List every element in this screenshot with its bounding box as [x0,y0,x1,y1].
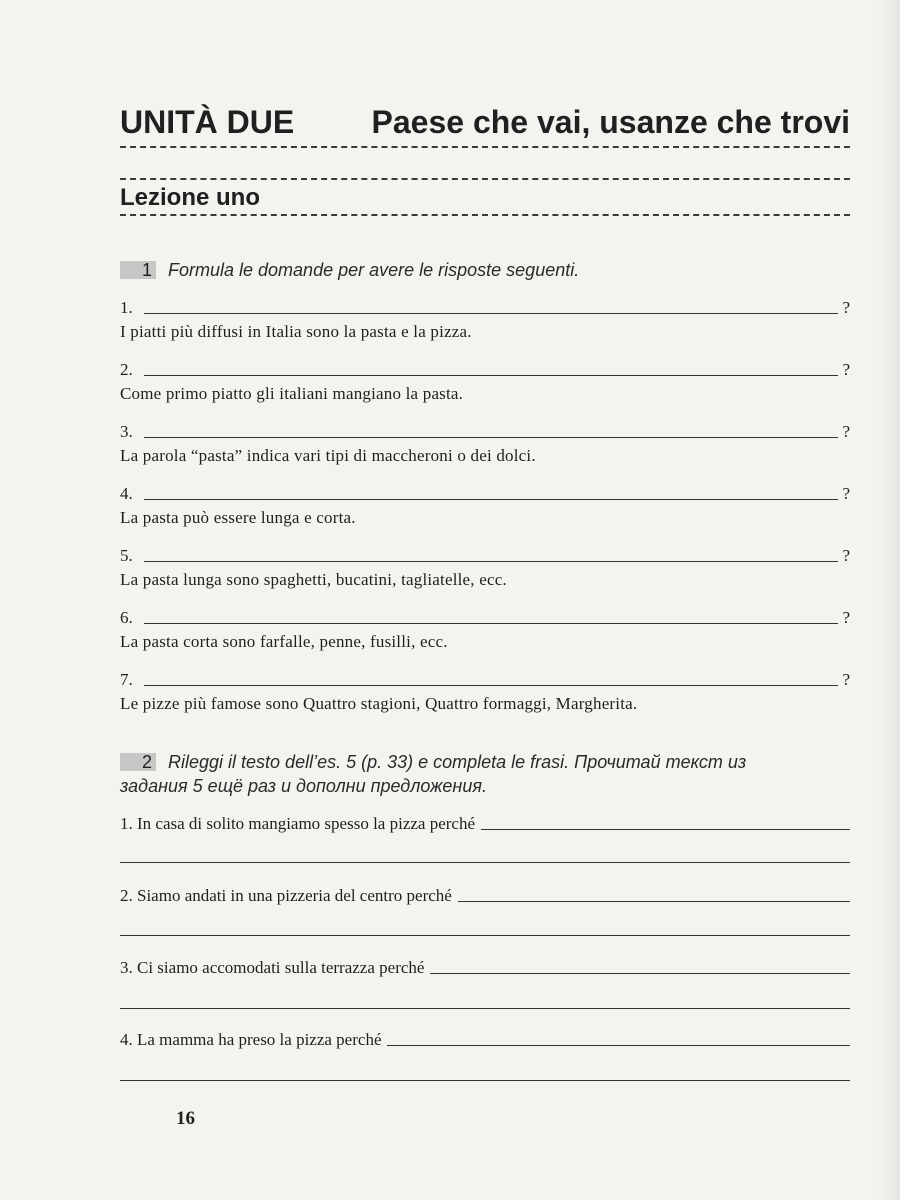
unit-title: Paese che vai, usanze che trovi [371,104,850,140]
question-mark: ? [842,360,850,379]
question-mark: ? [842,670,850,689]
page-edge-shadow [878,0,900,1200]
continuation-line-1[interactable] [120,862,850,863]
answer-text-7: Le pizze più famose sono Quattro stagioni, Quattro formaggi, Margherita. [120,694,638,713]
completion-row-4[interactable] [120,1030,850,1050]
continuation-line-4[interactable] [120,1080,850,1081]
continuation-line-2[interactable] [120,935,850,936]
unit-header [120,100,850,144]
exercise-1-instruction: Formula le domande per avere le risposte seguenti. [168,260,580,280]
exercise-2-header [120,750,850,774]
answer-text-1: I piatti più diffusi in Italia sono la pasta e la pizza. [120,322,472,341]
continuation-line-3[interactable] [120,1008,850,1009]
question-number: 6. [120,608,133,627]
answer-text-6: La pasta corta sono farfalle, penne, fusilli, ecc. [120,632,448,651]
question-mark: ? [842,484,850,503]
exercise-2-number: 2 [120,753,156,771]
sentence-start: 3. Ci siamo accomodati sulla terrazza perché [120,958,430,978]
question-number: 5. [120,546,133,565]
unit-label: UNITÀ DUE [120,104,295,140]
lesson-divider [120,214,850,216]
write-line[interactable] [144,623,838,624]
answer-text-4: La pasta può essere lunga e corta. [120,508,356,527]
question-number: 3. [120,422,133,441]
exercise-1-number: 1 [120,261,156,279]
sentence-start: 4. La mamma ha preso la pizza perché [120,1030,387,1050]
answer-text-5: La pasta lunga sono spaghetti, bucatini, tagliatelle, ecc. [120,570,507,589]
question-line-7[interactable] [120,670,850,690]
completion-row-1[interactable] [120,814,850,834]
question-line-3[interactable] [120,422,850,442]
question-line-4[interactable] [120,484,850,504]
write-line[interactable] [144,437,838,438]
page-number: 16 [176,1108,195,1129]
question-number: 2. [120,360,133,379]
sentence-start: 1. In casa di solito mangiamo spesso la pizza perché [120,814,481,834]
header-divider-top [120,146,850,148]
exercise-2-instruction-line-2: задания 5 ещё раз и дополни предложения. [120,776,487,796]
write-line[interactable] [144,561,838,562]
question-number: 4. [120,484,133,503]
question-line-5[interactable] [120,546,850,566]
lesson-title: Lezione uno [120,184,260,211]
question-mark: ? [842,298,850,317]
header-divider-bottom [120,178,850,180]
write-line[interactable] [144,499,838,500]
completion-row-2[interactable] [120,886,850,906]
completion-row-3[interactable] [120,958,850,978]
question-mark: ? [842,546,850,565]
exercise-1-header [120,258,850,282]
write-line[interactable] [144,313,838,314]
question-number: 1. [120,298,133,317]
exercise-2-header-continued [120,774,850,798]
question-mark: ? [842,422,850,441]
question-number: 7. [120,670,133,689]
question-line-1[interactable] [120,298,850,318]
sentence-start: 2. Siamo andati in una pizzeria del centro perché [120,886,458,906]
answer-text-2: Come primo piatto gli italiani mangiano la pasta. [120,384,464,403]
question-mark: ? [842,608,850,627]
write-line[interactable] [144,375,838,376]
exercise-2-instruction-line-1: Rileggi il testo dell’es. 5 (p. 33) e completa le frasi. Прочитай текст из [168,752,747,772]
question-line-6[interactable] [120,608,850,628]
answer-text-3: La parola “pasta” indica vari tipi di maccheroni o dei dolci. [120,446,536,465]
question-line-2[interactable] [120,360,850,380]
write-line[interactable] [144,685,838,686]
